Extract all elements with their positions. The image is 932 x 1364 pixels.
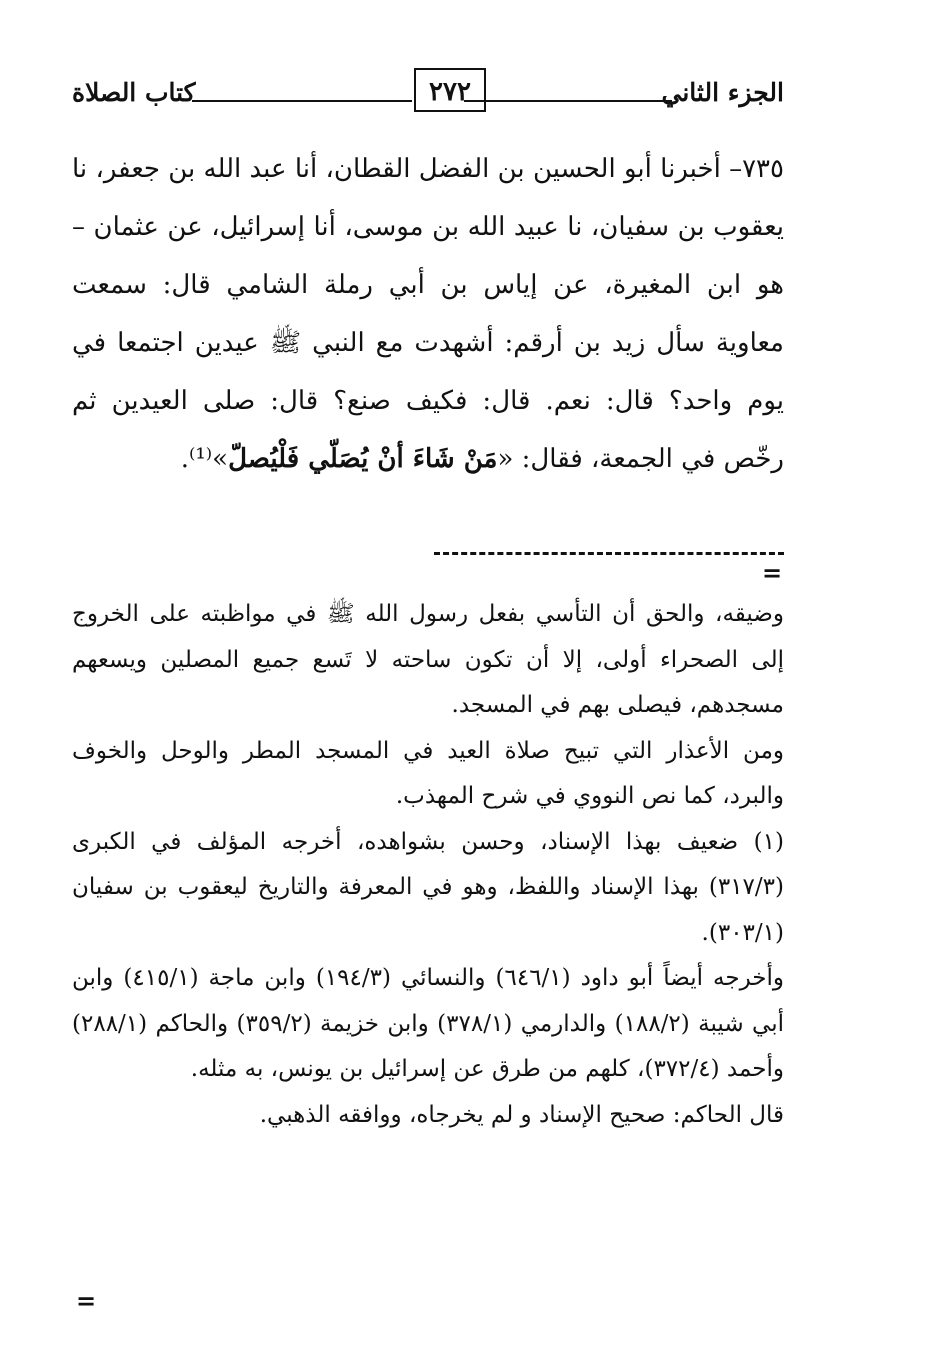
hadith-ending: »⁽¹⁾. [180,444,229,474]
footnote-separator [434,552,784,555]
footnote-sources: وأخرجه أيضاً أبو داود (٦٤٦/١) والنسائي (١٩٤/٣) وابن ماجة (٤١٥/١) وابن أبي شيبة (١٨٨/٢) والدارمي (٣٧٨/١) وابن خزيمة (٣٥٩/٢) والحاكم (٢٨٨/١) وأحمد (٣٧٢/٤)، كلهم من طرق عن إسرائيل بن يونس، به مثله. [72,965,784,1082]
header-rule-right [464,100,672,102]
prophetic-quote: مَنْ شَاءَ أنْ يُصَلّي فَلْيُصلّ [228,444,498,474]
main-text [72,140,784,488]
continuation-mark-top: = [762,558,783,587]
continuation-mark-bottom: = [76,1286,97,1315]
footnote-continuation: وضيقه، والحق أن التأسي بفعل رسول الله ﷺ في مواظبته على الخروج إلى الصحراء أولى، إلا أن تكون ساحته لا تَسع جميع المصلين ويسعهم مسجدهم، فيصلى بهم في المسجد. [72,601,784,718]
hadith-paragraph [72,140,784,488]
footnote-1: (١) ضعيف بهذا الإسناد، وحسن بشواهده، أخرجه المؤلف في الكبرى (٣١٧/٣) بهذا الإسناد واللفظ، وهو في المعرفة والتاريخ ليعقوب بن سفيان (٣٠٣/١). [72,828,784,946]
book-title: كتاب الصلاة [72,78,196,107]
header-rule-left [192,100,412,102]
footnotes [72,592,784,1138]
volume-title: الجزء الثاني [661,78,784,107]
page-number: ٢٧٢ [414,68,486,112]
footnote-excuses: ومن الأعذار التي تبيح صلاة العيد في المسجد المطر والوحل والخوف والبرد، كما نص النووي في شرح المهذب. [72,737,784,809]
running-header [72,68,784,122]
footnote-hakim: قال الحاكم: صحيح الإسناد و لم يخرجاه، ووافقه الذهبي. [259,1101,784,1128]
hadith-text: ٧٣٥– أخبرنا أبو الحسين بن الفضل القطان، أنا عبد الله بن جعفر، نا يعقوب بن سفيان، نا عبيد الله بن موسى، أنا إسرائيل، عن عثمان – هو ابن المغيرة، عن إياس بن أبي رملة الشامي قال: سمعت معاوية سأل زيد بن أرقم: أشهدت مع النبي ﷺ عيدين اجتمعا في يوم واحد؟ قال: نعم. قال: فكيف صنع؟ قال: صلى العيدين ثم رخّص في الجمعة، فقال: « [72,154,784,474]
